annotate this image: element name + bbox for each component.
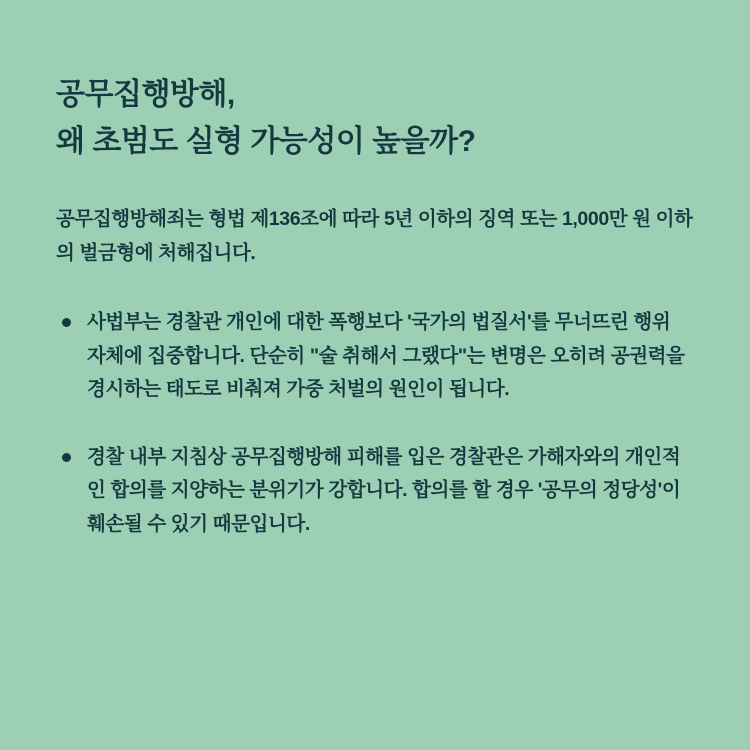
list-item xyxy=(56,306,694,407)
bullet-dot-icon xyxy=(62,318,71,327)
list-item-text: 경찰 내부 지침상 공무집행방해 피해를 입은 경찰관은 가해자와의 개인적인 합의를 지양하는 분위기가 강합니다. 합의를 할 경우 '공무의 정당성'이 훼손될 수 있기 때문입니다. xyxy=(87,445,681,535)
intro-paragraph: 공무집행방해죄는 형법 제136조에 따라 5년 이하의 징역 또는 1,000만 원 이하의 벌금형에 처해집니다. xyxy=(56,208,693,264)
list-item xyxy=(56,441,694,542)
page-title-line-1: 공무집행방해, xyxy=(56,78,235,111)
bullet-list xyxy=(56,306,694,541)
bullet-dot-icon xyxy=(62,453,71,462)
page-title-line-2: 왜 초범도 실형 가능성이 높을까? xyxy=(56,124,476,158)
list-item-text: 사법부는 경찰관 개인에 대한 폭행보다 '국가의 법질서'를 무너뜨린 행위 자체에 집중합니다. 단순히 "술 취해서 그랬다"는 변명은 오히려 공권력을 경시하는 태도로 비춰져 가중 처벌의 원인이 됩니다. xyxy=(87,311,685,401)
page-title xyxy=(56,72,694,165)
